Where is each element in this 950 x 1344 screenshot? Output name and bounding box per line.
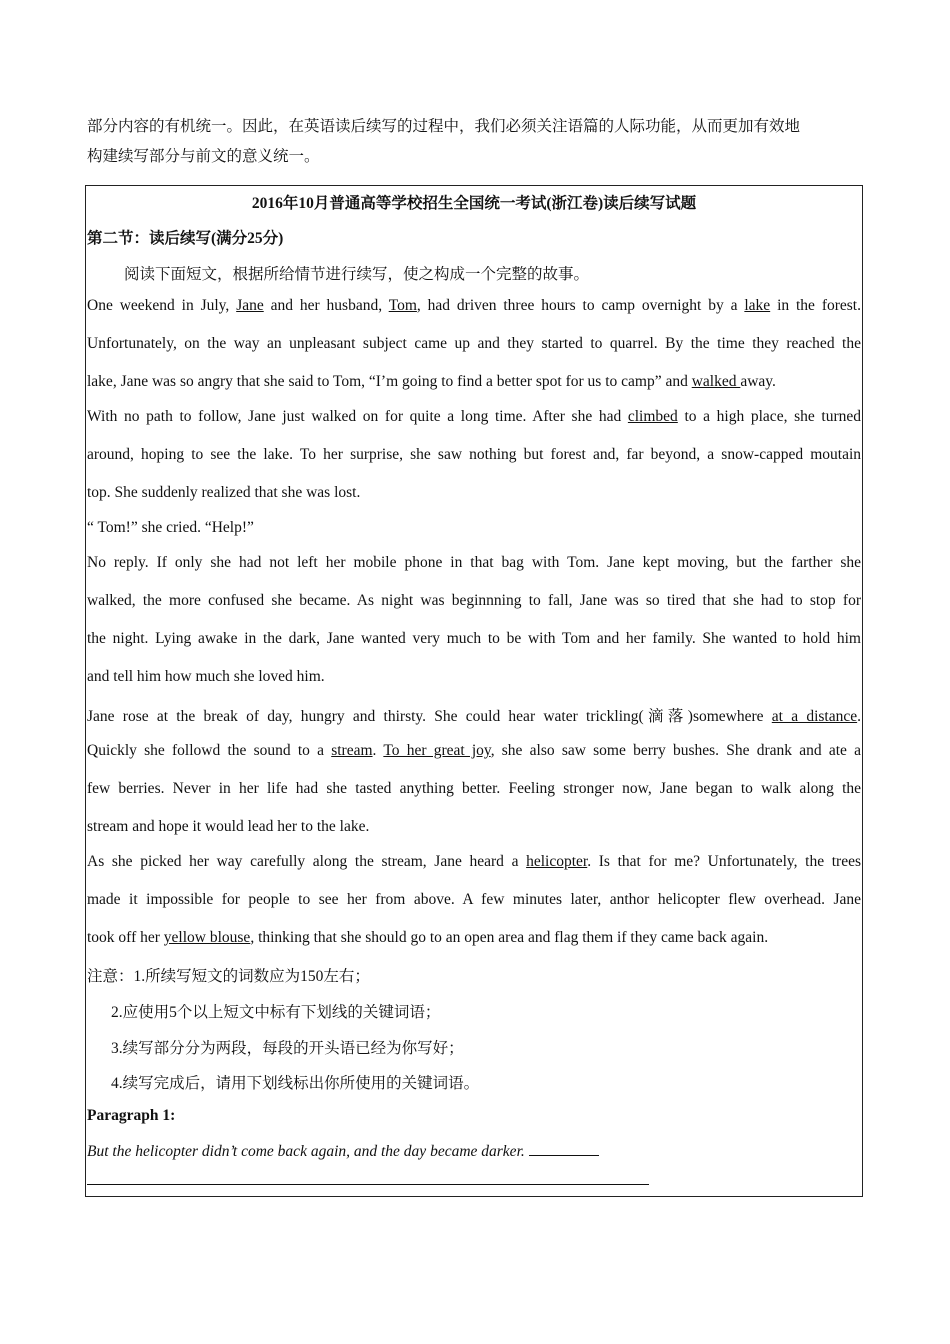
note-3: 3.续写部分分为两段，每段的开头语已经为你写好； <box>111 1040 464 1057</box>
p2-line-1: With no path to follow, Jane just walked on for quite a long time. After she had climbed to a high place, she turned <box>87 408 861 425</box>
p6-line-2: made it impossible for people to see her from above. A few minutes later, anthor helicopter flew overhead. Jane <box>87 891 861 908</box>
note-2: 2.应使用5个以上短文中标有下划线的关键词语； <box>111 1004 441 1021</box>
keyword-to-her-great-joy: To her great joy <box>383 742 491 759</box>
p4-line-2: walked, the more confused she became. As night was beginnning to fall, Jane was so tired that she had to stop for <box>87 592 861 609</box>
intro-line-2: 构建续写部分与前文的意义统一。 <box>87 148 320 165</box>
p5-line-4: stream and hope it would lead her to the lake. <box>87 818 370 835</box>
paragraph-1-label: Paragraph 1: <box>87 1107 176 1124</box>
p5-line-2: Quickly she followd the sound to a stream. To her great joy, she also saw some berry bushes. She drank and ate a <box>87 742 861 759</box>
p5-line-1: Jane rose at the break of day, hungry and thirsty. She could hear water trickling(滴落)somewhere at a distance. <box>87 708 861 725</box>
p1-line-2: Unfortunately, on the way an unpleasant subject came up and they started to quarrel. By the time they reached the <box>87 335 861 352</box>
p4-line-1: No reply. If only she had not left her mobile phone in that bag with Tom. Jane kept moving, but the farther she <box>87 554 861 571</box>
exam-question-box <box>85 185 863 1197</box>
p6-line-1: As she picked her way carefully along the stream, Jane heard a helicopter. Is that for me? Unfortunately, the trees <box>87 853 861 870</box>
answer-line[interactable] <box>87 1176 649 1185</box>
keyword-stream: stream <box>331 742 373 759</box>
p2-line-3: top. She suddenly realized that she was lost. <box>87 484 361 501</box>
instruction: 阅读下面短文，根据所给情节进行续写，使之构成一个完整的故事。 <box>124 266 590 283</box>
p1-line-3: lake, Jane was so angry that she said to Tom, “I’m going to find a better spot for us to camp” and walked away. <box>87 373 776 390</box>
p5-line-3: few berries. Never in her life had she tasted anything better. Feeling stronger now, Jane began to walk along the <box>87 780 861 797</box>
note-4: 4.续写完成后，请用下划线标出你所使用的关键词语。 <box>111 1075 480 1092</box>
answer-blank[interactable] <box>529 1141 599 1156</box>
p1-line-1: One weekend in July, Jane and her husband, Tom, had driven three hours to camp overnight by a lake in the forest. <box>87 297 861 314</box>
keyword-jane: Jane <box>236 297 264 314</box>
p3-line: “ Tom!” she cried. “Help!” <box>87 519 254 536</box>
paragraph-1-opening: But the helicopter didn’t come back again, and the day became darker. <box>87 1141 861 1161</box>
p4-line-3: the night. Lying awake in the dark, Jane wanted very much to be with Tom and her family. She wanted to hold him <box>87 630 861 647</box>
section-heading: 第二节：读后续写(满分25分) <box>87 230 284 247</box>
exam-title: 2016年10月普通高等学校招生全国统一考试(浙江卷)读后续写试题 <box>251 195 697 212</box>
keyword-lake: lake <box>744 297 771 314</box>
keyword-tom: Tom <box>388 297 417 314</box>
p4-line-4: and tell him how much she loved him. <box>87 668 325 685</box>
keyword-climbed: climbed <box>627 408 678 425</box>
keyword-walked: walked <box>691 373 741 390</box>
note-1: 注意：1.所续写短文的词数应为150左右； <box>87 968 370 985</box>
p2-line-2: around, hoping to see the lake. To her surprise, she saw nothing but forest and, far beyond, a snow-capped moutain <box>87 446 861 463</box>
p6-line-3: took off her yellow blouse, thinking that she should go to an open area and flag them if they came back again. <box>87 929 769 946</box>
keyword-helicopter: helicopter <box>526 853 588 870</box>
intro-line-1: 部分内容的有机统一。因此，在英语读后续写的过程中，我们必须关注语篇的人际功能，从而更加有效地 <box>87 118 801 135</box>
keyword-at-a-distance: at a distance <box>771 708 858 725</box>
keyword-yellow-blouse: yellow blouse <box>163 929 251 946</box>
intro-text <box>87 112 863 172</box>
